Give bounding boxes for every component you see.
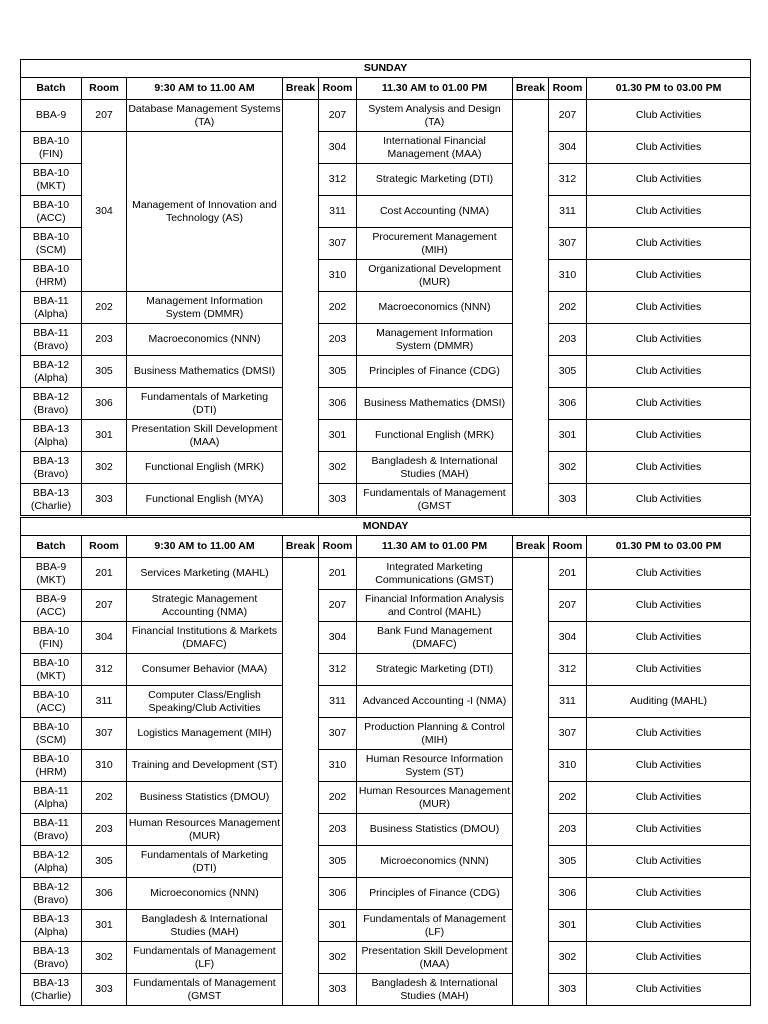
batch-cell: BBA-10 (ACC) [21,686,82,718]
header-row [21,536,751,558]
course-cell: System Analysis and Design (TA) [357,100,513,132]
room-header: Room [319,536,357,558]
course-cell: Bangladesh & International Studies (MAH) [357,452,513,484]
table-row [21,910,751,942]
room-cell: 304 [319,622,357,654]
course-cell: Club Activities [587,484,751,516]
day-title-row [21,60,751,78]
room-cell: 304 [549,622,587,654]
room-cell: 303 [82,484,127,516]
course-cell: Business Statistics (DMOU) [357,814,513,846]
room-cell: 303 [319,484,357,516]
day-title-row [21,518,751,536]
room-cell: 303 [549,974,587,1006]
class-schedule-table [20,59,751,1006]
course-cell: Club Activities [587,622,751,654]
table-row [21,718,751,750]
table-row [21,324,751,356]
table-row [21,654,751,686]
room-cell: 202 [319,782,357,814]
room-cell: 201 [549,558,587,590]
room-cell: 303 [549,484,587,516]
batch-cell: BBA-10 (FIN) [21,132,82,164]
batch-cell: BBA-10 (FIN) [21,622,82,654]
table-row [21,782,751,814]
room-cell: 302 [549,942,587,974]
room-cell: 307 [549,718,587,750]
room-header: Room [319,78,357,100]
room-cell: 207 [82,100,127,132]
batch-cell: BBA-12 (Alpha) [21,356,82,388]
room-cell: 306 [549,388,587,420]
course-cell: Production Planning & Control (MIH) [357,718,513,750]
course-cell: Club Activities [587,910,751,942]
room-cell: 203 [319,814,357,846]
slot2-header: 11.30 AM to 01.00 PM [357,78,513,100]
course-cell: Organizational Development (MUR) [357,260,513,292]
course-cell: Principles of Finance (CDG) [357,356,513,388]
room-cell: 301 [82,420,127,452]
room-cell: 306 [82,878,127,910]
room-cell: 302 [82,942,127,974]
batch-cell: BBA-12 (Bravo) [21,388,82,420]
batch-cell: BBA-13 (Charlie) [21,974,82,1006]
room-cell: 305 [82,846,127,878]
room-cell: 305 [549,846,587,878]
room-header: Room [549,78,587,100]
course-cell: Training and Development (ST) [127,750,283,782]
course-cell: Club Activities [587,164,751,196]
room-cell: 303 [319,974,357,1006]
room-cell: 310 [319,750,357,782]
course-cell: Bangladesh & International Studies (MAH) [357,974,513,1006]
course-cell: Fundamentals of Marketing (DTI) [127,846,283,878]
room-cell: 305 [82,356,127,388]
room-cell: 207 [549,590,587,622]
course-cell: Strategic Marketing (DTI) [357,654,513,686]
batch-cell: BBA-10 (ACC) [21,196,82,228]
course-cell: Club Activities [587,100,751,132]
course-cell: Principles of Finance (CDG) [357,878,513,910]
course-cell: Microeconomics (NNN) [127,878,283,910]
break-header: Break [283,536,319,558]
room-cell: 311 [549,686,587,718]
course-cell: Club Activities [587,558,751,590]
course-cell: Management Information System (DMMR) [127,292,283,324]
slot1-header: 9:30 AM to 11.00 AM [127,536,283,558]
course-cell: Services Marketing (MAHL) [127,558,283,590]
course-cell: Strategic Management Accounting (NMA) [127,590,283,622]
batch-cell: BBA-9 [21,100,82,132]
room-cell: 312 [549,164,587,196]
course-cell: Fundamentals of Management (LF) [127,942,283,974]
course-cell: Cost Accounting (NMA) [357,196,513,228]
course-cell: Strategic Marketing (DTI) [357,164,513,196]
course-cell: Club Activities [587,228,751,260]
slot2-header: 11.30 AM to 01.00 PM [357,536,513,558]
room-cell: 207 [549,100,587,132]
course-cell: Integrated Marketing Communications (GMST) [357,558,513,590]
room-cell: 311 [319,686,357,718]
room-cell: 310 [549,750,587,782]
batch-header: Batch [21,78,82,100]
course-cell: Functional English (MRK) [127,452,283,484]
course-cell: Human Resources Management (MUR) [127,814,283,846]
room-cell: 203 [549,814,587,846]
course-cell: Business Mathematics (DMSI) [357,388,513,420]
room-cell: 312 [549,654,587,686]
course-cell: Consumer Behavior (MAA) [127,654,283,686]
course-cell: Bank Fund Management (DMAFC) [357,622,513,654]
table-row [21,452,751,484]
batch-cell: BBA-9 (ACC) [21,590,82,622]
course-cell: Club Activities [587,974,751,1006]
course-cell: Computer Class/English Speaking/Club Activities [127,686,283,718]
batch-cell: BBA-12 (Alpha) [21,846,82,878]
room-cell: 301 [319,420,357,452]
table-row [21,846,751,878]
course-cell: Macroeconomics (NNN) [127,324,283,356]
table-row [21,292,751,324]
room-cell: 207 [82,590,127,622]
room-cell: 301 [82,910,127,942]
slot3-header: 01.30 PM to 03.00 PM [587,536,751,558]
course-cell: Club Activities [587,814,751,846]
table-row [21,686,751,718]
course-cell: Procurement Management (MIH) [357,228,513,260]
batch-cell: BBA-10 (HRM) [21,750,82,782]
day-title: SUNDAY [21,60,751,78]
course-cell: Club Activities [587,356,751,388]
course-cell: Financial Institutions & Markets (DMAFC) [127,622,283,654]
room-cell: 301 [549,910,587,942]
room-cell: 305 [549,356,587,388]
batch-cell: BBA-13 (Alpha) [21,910,82,942]
room-cell: 306 [319,878,357,910]
batch-cell: BBA-11 (Bravo) [21,814,82,846]
room-cell: 310 [549,260,587,292]
room-cell: 305 [319,846,357,878]
break-cell [513,558,549,1006]
break-header: Break [283,78,319,100]
course-cell: Club Activities [587,388,751,420]
room-cell: 302 [549,452,587,484]
course-cell: Club Activities [587,132,751,164]
room-cell: 203 [82,814,127,846]
course-cell: Human Resources Management (MUR) [357,782,513,814]
course-cell: Business Mathematics (DMSI) [127,356,283,388]
table-row [21,878,751,910]
batch-cell: BBA-12 (Bravo) [21,878,82,910]
table-row [21,356,751,388]
course-cell: Club Activities [587,654,751,686]
table-row [21,974,751,1006]
room-cell: 302 [82,452,127,484]
course-cell: Auditing (MAHL) [587,686,751,718]
course-cell: Advanced Accounting -I (NMA) [357,686,513,718]
course-cell: Club Activities [587,420,751,452]
course-cell: Management of Innovation and Technology (AS) [127,132,283,292]
course-cell: Club Activities [587,782,751,814]
room-cell: 312 [319,164,357,196]
course-cell: Fundamentals of Marketing (DTI) [127,388,283,420]
room-cell: 307 [549,228,587,260]
course-cell: Club Activities [587,292,751,324]
room-cell: 202 [549,782,587,814]
room-header: Room [82,78,127,100]
batch-cell: BBA-11 (Alpha) [21,782,82,814]
course-cell: Macroeconomics (NNN) [357,292,513,324]
room-cell: 304 [82,622,127,654]
course-cell: Business Statistics (DMOU) [127,782,283,814]
room-cell: 202 [549,292,587,324]
room-cell: 306 [82,388,127,420]
course-cell: Database Management Systems (TA) [127,100,283,132]
room-cell: 203 [549,324,587,356]
course-cell: Management Information System (DMMR) [357,324,513,356]
table-row [21,622,751,654]
batch-cell: BBA-13 (Alpha) [21,420,82,452]
batch-cell: BBA-10 (MKT) [21,164,82,196]
course-cell: Bangladesh & International Studies (MAH) [127,910,283,942]
room-cell: 306 [549,878,587,910]
schedule-body [21,60,751,1006]
room-cell: 304 [319,132,357,164]
course-cell: Club Activities [587,590,751,622]
room-cell: 203 [319,324,357,356]
course-cell: Club Activities [587,260,751,292]
table-row [21,590,751,622]
room-cell: 307 [319,228,357,260]
room-cell: 311 [549,196,587,228]
batch-cell: BBA-11 (Bravo) [21,324,82,356]
batch-header: Batch [21,536,82,558]
break-header: Break [513,78,549,100]
course-cell: Fundamentals of Management (GMST [127,974,283,1006]
slot3-header: 01.30 PM to 03.00 PM [587,78,751,100]
course-cell: Presentation Skill Development (MAA) [357,942,513,974]
course-cell: Human Resource Information System (ST) [357,750,513,782]
break-cell [283,558,319,1006]
room-cell: 311 [82,686,127,718]
room-cell: 303 [82,974,127,1006]
room-cell: 202 [82,292,127,324]
room-cell: 304 [549,132,587,164]
course-cell: Club Activities [587,750,751,782]
room-cell: 310 [82,750,127,782]
course-cell: Club Activities [587,196,751,228]
batch-cell: BBA-9 (MKT) [21,558,82,590]
batch-cell: BBA-13 (Bravo) [21,452,82,484]
break-cell [283,100,319,516]
course-cell: Fundamentals of Management (GMST [357,484,513,516]
course-cell: Club Activities [587,452,751,484]
course-cell: Functional English (MYA) [127,484,283,516]
course-cell: Financial Information Analysis and Control (MAHL) [357,590,513,622]
batch-cell: BBA-13 (Charlie) [21,484,82,516]
room-cell: 304 [82,132,127,292]
table-row [21,132,751,164]
room-header: Room [549,536,587,558]
room-cell: 312 [82,654,127,686]
table-row [21,750,751,782]
break-header: Break [513,536,549,558]
course-cell: Club Activities [587,942,751,974]
break-cell [513,100,549,516]
table-row [21,814,751,846]
course-cell: Club Activities [587,878,751,910]
room-header: Room [82,536,127,558]
room-cell: 203 [82,324,127,356]
batch-cell: BBA-10 (SCM) [21,228,82,260]
table-row [21,558,751,590]
batch-cell: BBA-10 (MKT) [21,654,82,686]
table-row [21,388,751,420]
batch-cell: BBA-10 (SCM) [21,718,82,750]
room-cell: 207 [319,590,357,622]
room-cell: 201 [319,558,357,590]
batch-cell: BBA-13 (Bravo) [21,942,82,974]
table-row [21,100,751,132]
table-row [21,420,751,452]
room-cell: 307 [319,718,357,750]
room-cell: 302 [319,452,357,484]
room-cell: 301 [319,910,357,942]
room-cell: 202 [319,292,357,324]
batch-cell: BBA-10 (HRM) [21,260,82,292]
course-cell: Club Activities [587,718,751,750]
course-cell: Club Activities [587,846,751,878]
room-cell: 201 [82,558,127,590]
room-cell: 310 [319,260,357,292]
room-cell: 301 [549,420,587,452]
batch-cell: BBA-11 (Alpha) [21,292,82,324]
course-cell: Functional English (MRK) [357,420,513,452]
room-cell: 207 [319,100,357,132]
table-row [21,942,751,974]
room-cell: 306 [319,388,357,420]
room-cell: 307 [82,718,127,750]
course-cell: Logistics Management (MIH) [127,718,283,750]
slot1-header: 9:30 AM to 11.00 AM [127,78,283,100]
room-cell: 311 [319,196,357,228]
room-cell: 305 [319,356,357,388]
room-cell: 202 [82,782,127,814]
course-cell: Fundamentals of Management (LF) [357,910,513,942]
day-title: MONDAY [21,518,751,536]
course-cell: Microeconomics (NNN) [357,846,513,878]
room-cell: 302 [319,942,357,974]
course-cell: International Financial Management (MAA) [357,132,513,164]
course-cell: Presentation Skill Development (MAA) [127,420,283,452]
room-cell: 312 [319,654,357,686]
course-cell: Club Activities [587,324,751,356]
table-row [21,484,751,516]
header-row [21,78,751,100]
